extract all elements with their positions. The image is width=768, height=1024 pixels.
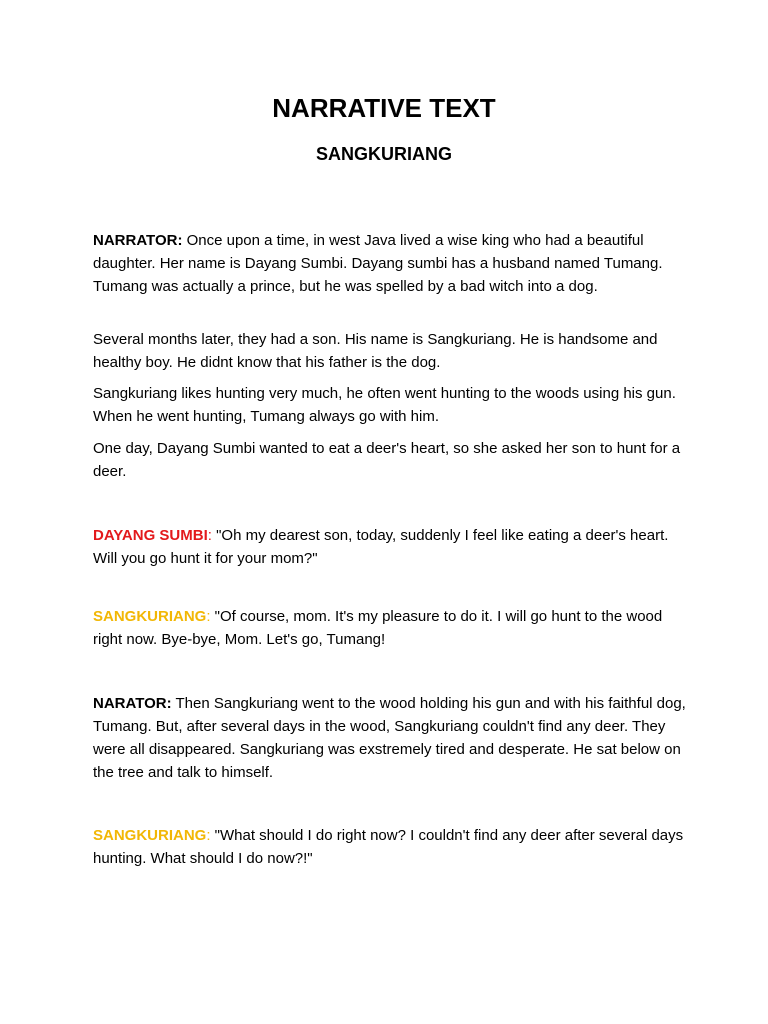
speaker-colon: : [206, 827, 211, 844]
document-title: NARRATIVE TEXT [272, 93, 496, 123]
speaker-label: SANGKURIANG [93, 827, 207, 844]
paragraph-narrator-intro [93, 229, 693, 298]
paragraph-deer-heart [93, 437, 693, 483]
speaker-colon: : [207, 527, 212, 544]
paragraph-text: Then Sangkuriang went to the wood holding his gun and with his faithful dog, Tumang. But, after several days in the wood, Sangkuriang couldn't find any deer. They were all disappeared. Sangkuriang was exstremely tired and desperate. He sat below on the tree and talk to himself. [93, 695, 686, 781]
paragraph-sangkuriang-reply [93, 605, 693, 651]
paragraph-text: One day, Dayang Sumbi wanted to eat a deer's heart, so she asked her son to hunt for a deer. [93, 440, 681, 480]
speaker-label: NARATOR: [93, 695, 172, 712]
paragraph-text: Once upon a time, in west Java lived a wise king who had a beautiful daughter. Her name is Dayang Sumbi. Dayang sumbi has a husband named Tumang. Tumang was actually a prince, but he was spelled by a bad witch into a dog. [93, 232, 663, 295]
paragraph-text: "What should I do right now? I couldn't find any deer after several days hunting. What should I do now?!" [93, 827, 684, 867]
paragraph-text: "Of course, mom. It's my pleasure to do it. I will go hunt to the wood right now. Bye-bye, Mom. Let's go, Tumang! [93, 608, 663, 648]
paragraph-text: "Oh my dearest son, today, suddenly I feel like eating a deer's heart. Will you go hunt it for your mom?" [93, 527, 669, 567]
paragraph-text: Sangkuriang likes hunting very much, he often went hunting to the woods using his gun. When he went hunting, Tumang always go with him. [93, 385, 676, 425]
paragraph-narator-wood [93, 692, 693, 784]
speaker-label: NARRATOR: [93, 232, 183, 249]
paragraph-sangkuriang-monologue [93, 824, 693, 870]
speaker-label: DAYANG SUMBI [93, 527, 208, 544]
speaker-label: SANGKURIANG [93, 608, 207, 625]
paragraph-text: Several months later, they had a son. His name is Sangkuriang. He is handsome and healthy boy. He didnt know that his father is the dog. [93, 331, 658, 371]
paragraph-son-born [93, 328, 693, 374]
speaker-colon: : [206, 608, 211, 625]
paragraph-hunting [93, 382, 693, 428]
document-subtitle: SANGKURIANG [315, 144, 452, 164]
paragraph-dayang-sumbi [93, 524, 693, 570]
